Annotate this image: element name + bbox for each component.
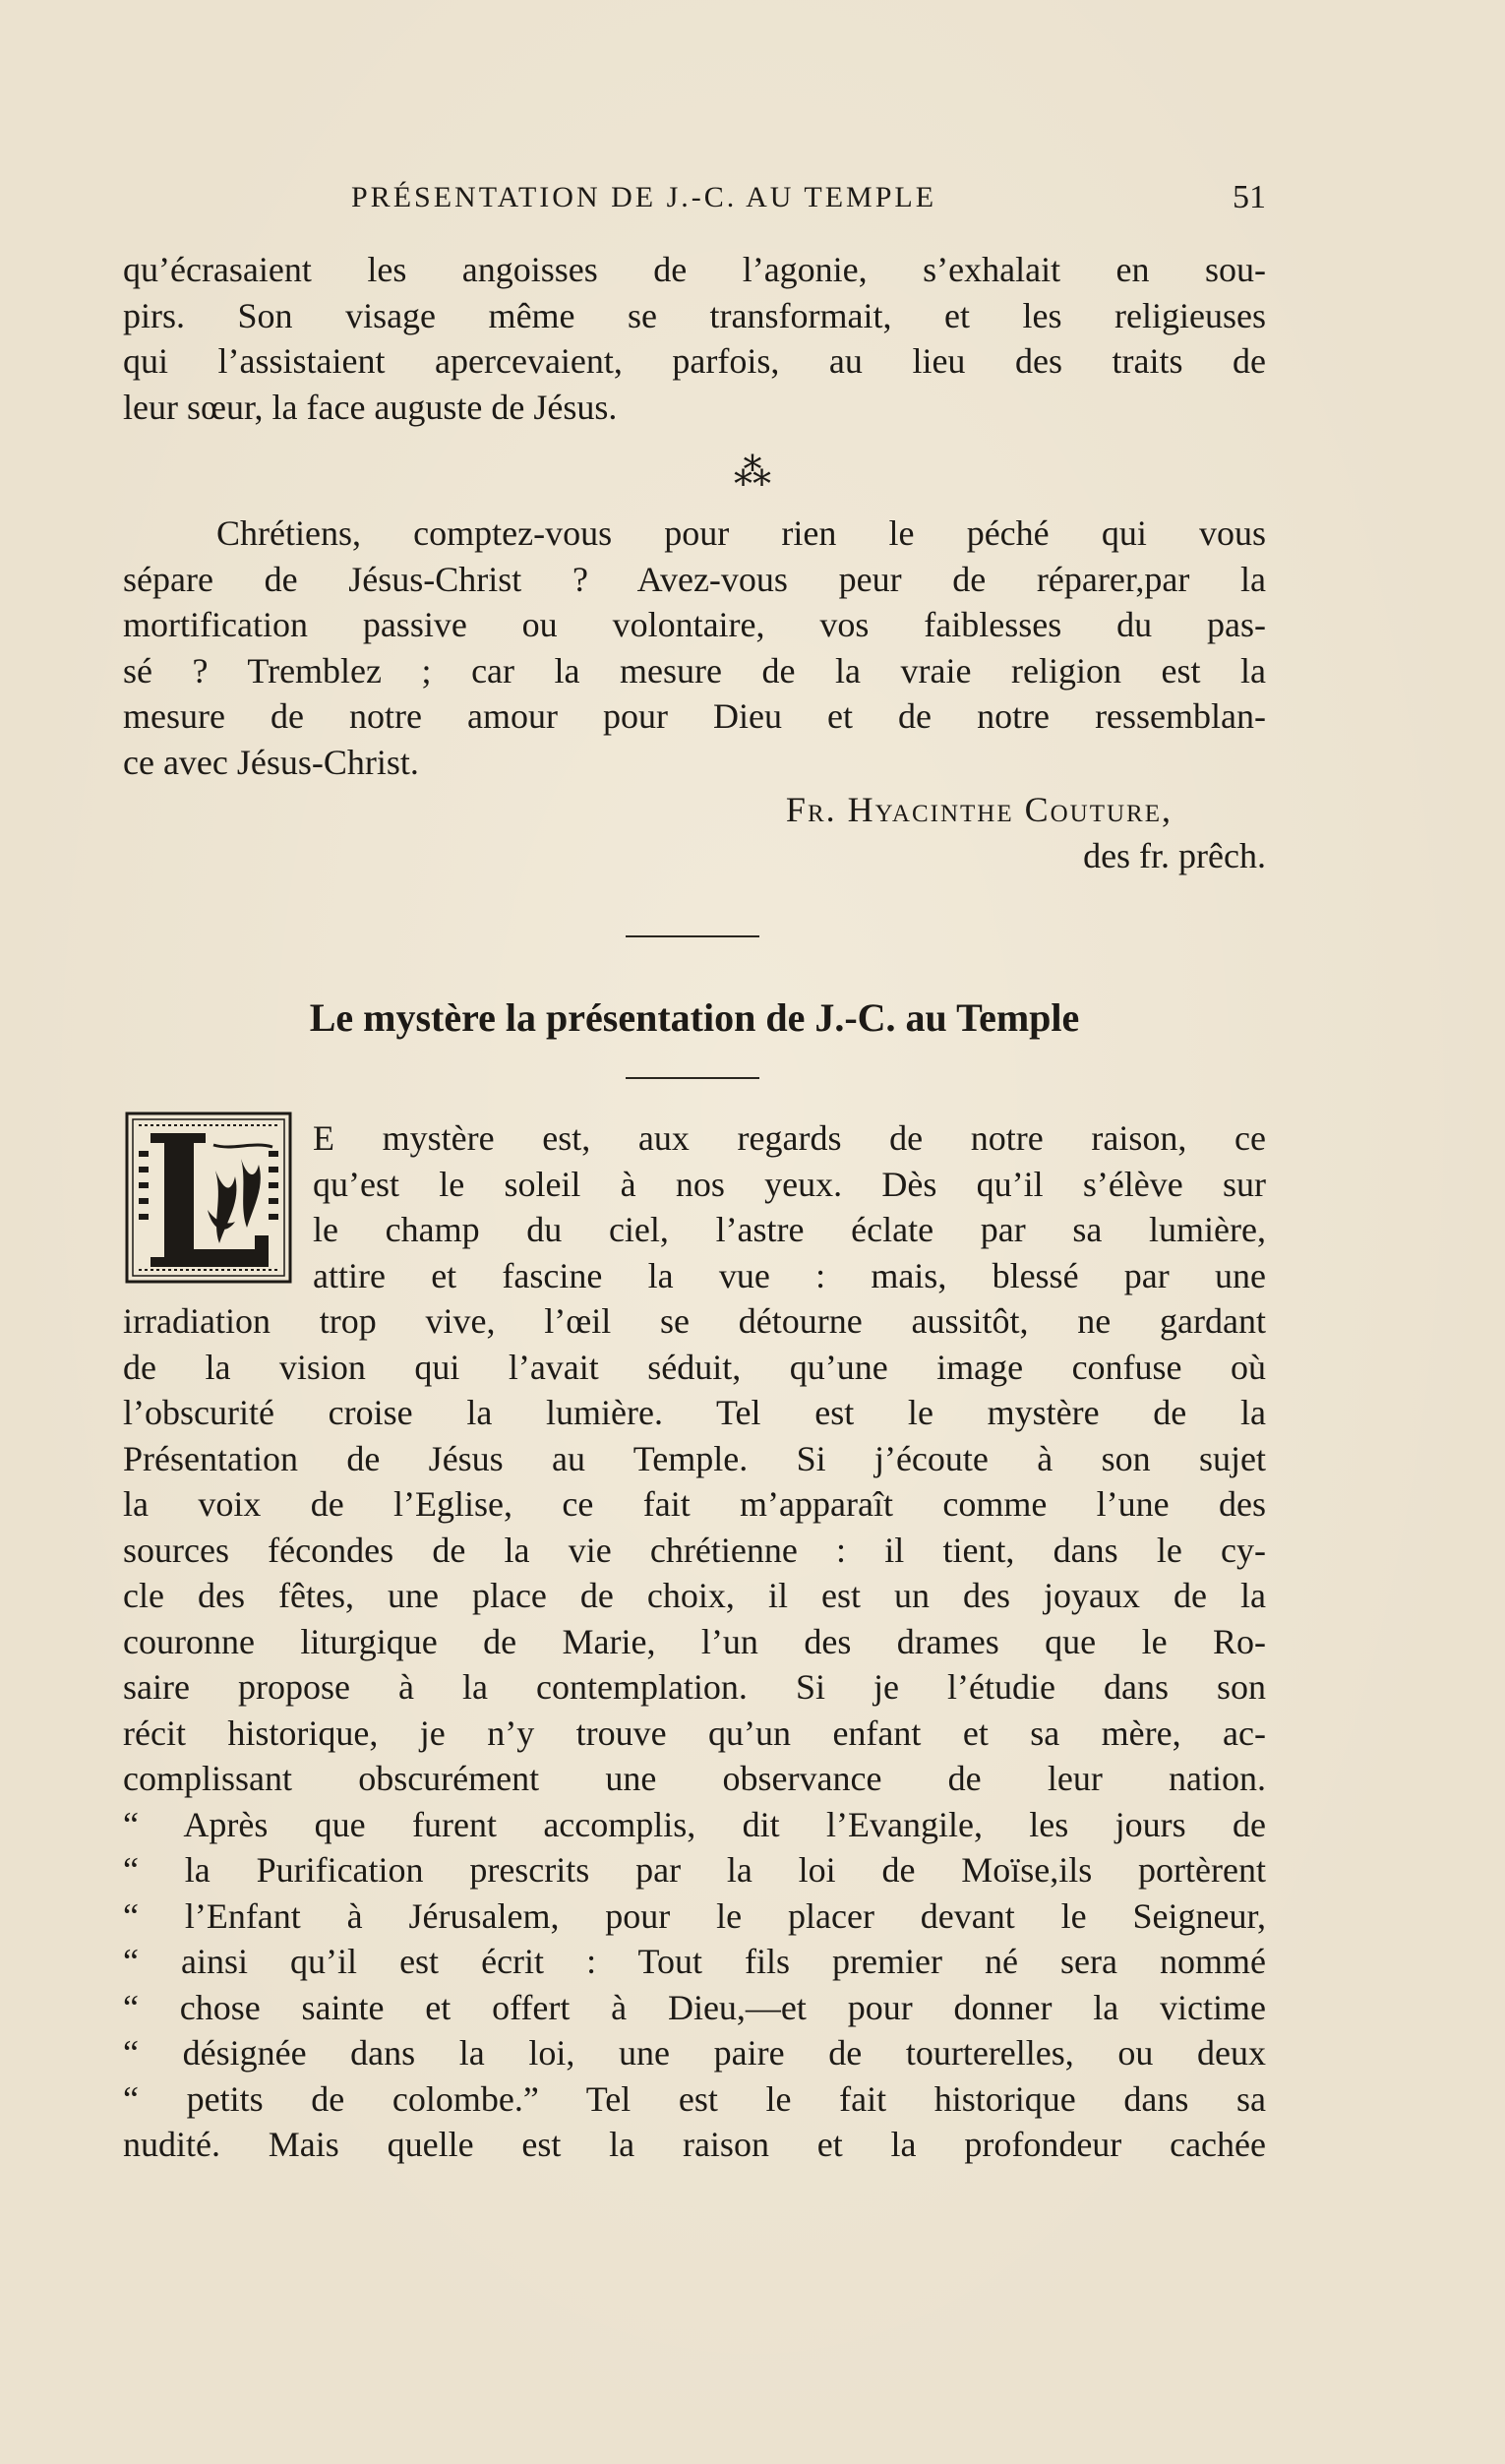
text-line: “ la Purification prescrits par la loi de Moïse,ils portèrent <box>123 1850 1266 1890</box>
text-line: sources fécondes de la vie chrétienne : il tient, dans le cy- <box>123 1530 1266 1570</box>
running-head: PRÉSENTATION DE J.-C. AU TEMPLE <box>351 181 937 213</box>
section-separator-stars: ⁂ <box>734 452 771 494</box>
text-line: de la vision qui l’avait séduit, qu’une image confuse où <box>123 1347 1266 1387</box>
ornamental-initial-icon <box>125 1112 292 1284</box>
text-line: récit historique, je n’y trouve qu’un enfant et sa mère, ac- <box>123 1713 1266 1753</box>
text-line: ce avec Jésus-Christ. <box>123 742 419 782</box>
text-line: couronne liturgique de Marie, l’un des drames que le Ro- <box>123 1621 1266 1661</box>
page-number: 51 <box>1233 179 1266 215</box>
text-line: mesure de notre amour pour Dieu et de notre ressemblan- <box>123 696 1266 736</box>
dropcap-paragraph-lines <box>313 1115 1266 1298</box>
text-line: E mystère est, aux regards de notre raison, ce <box>313 1118 1266 1158</box>
text-line: attire et fascine la vue : mais, blessé par une <box>313 1255 1266 1295</box>
text-line: pirs. Son visage même se transformait, et les religieuses <box>123 295 1266 335</box>
paragraph-1 <box>123 247 1266 430</box>
text-line: saire propose à la contemplation. Si je l’étudie dans son <box>123 1667 1266 1707</box>
text-line: Présentation de Jésus au Temple. Si j’écoute à son sujet <box>123 1438 1266 1478</box>
text-line: Chrétiens, comptez-vous pour rien le péché qui vous <box>216 513 1266 553</box>
text-line: “ désignée dans la loi, une paire de tourterelles, ou deux <box>123 2033 1266 2073</box>
text-line: “ l’Enfant à Jérusalem, pour le placer devant le Seigneur, <box>123 1895 1266 1936</box>
signature-title: des fr. prêch. <box>1083 835 1266 875</box>
paragraph-2 <box>123 511 1266 785</box>
text-line: “ ainsi qu’il est écrit : Tout fils premier né sera nommé <box>123 1942 1266 1981</box>
text-line: le champ du ciel, l’astre éclate par sa lumière, <box>313 1210 1266 1249</box>
text-line: qui l’assistaient apercevaient, parfois, au lieu des traits de <box>123 341 1266 381</box>
text-line: la voix de l’Eglise, ce fait m’apparaît comme l’une des <box>123 1484 1266 1524</box>
text-line: sépare de Jésus-Christ ? Avez-vous peur de réparer,par la <box>123 559 1266 599</box>
text-line: mortification passive ou volontaire, vos faiblesses du pas- <box>123 605 1266 644</box>
divider-rule-top <box>626 935 759 937</box>
signature-block <box>123 787 1266 878</box>
text-line: leur sœur, la face auguste de Jésus. <box>123 387 618 427</box>
text-line: l’obscurité croise la lumière. Tel est le mystère de la <box>123 1393 1266 1432</box>
text-line: irradiation trop vive, l’œil se détourne aussitôt, ne gardant <box>123 1301 1266 1341</box>
signature-name: Fr. Hyacinthe Couture, <box>785 790 1173 829</box>
page-header <box>123 175 1266 220</box>
text-line: qu’est le soleil à nos yeux. Dès qu’il s’élève sur <box>313 1164 1266 1204</box>
paragraph-3 <box>123 1298 1266 2168</box>
section-title: Le mystère la présentation de J.-C. au Temple <box>309 995 1080 1040</box>
text-line: cle des fêtes, une place de choix, il est un des joyaux de la <box>123 1576 1266 1615</box>
text-line: qu’écrasaient les angoisses de l’agonie, s’exhalait en sou- <box>123 250 1266 289</box>
text-line: complissant obscurément une observance de leur nation. <box>123 1759 1266 1798</box>
text-line: “ chose sainte et offert à Dieu,—et pour donner la victime <box>123 1987 1266 2027</box>
text-line: “ petits de colombe.” Tel est le fait historique dans sa <box>123 2078 1266 2119</box>
divider-rule-bottom <box>626 1077 759 1079</box>
ornamental-initial-l <box>125 1112 292 1284</box>
text-line: sé ? Tremblez ; car la mesure de la vraie religion est la <box>123 650 1266 691</box>
text-line: “ Après que furent accomplis, dit l’Evangile, les jours de <box>123 1804 1266 1844</box>
text-line: nudité. Mais quelle est la raison et la profondeur cachée <box>123 2125 1266 2164</box>
